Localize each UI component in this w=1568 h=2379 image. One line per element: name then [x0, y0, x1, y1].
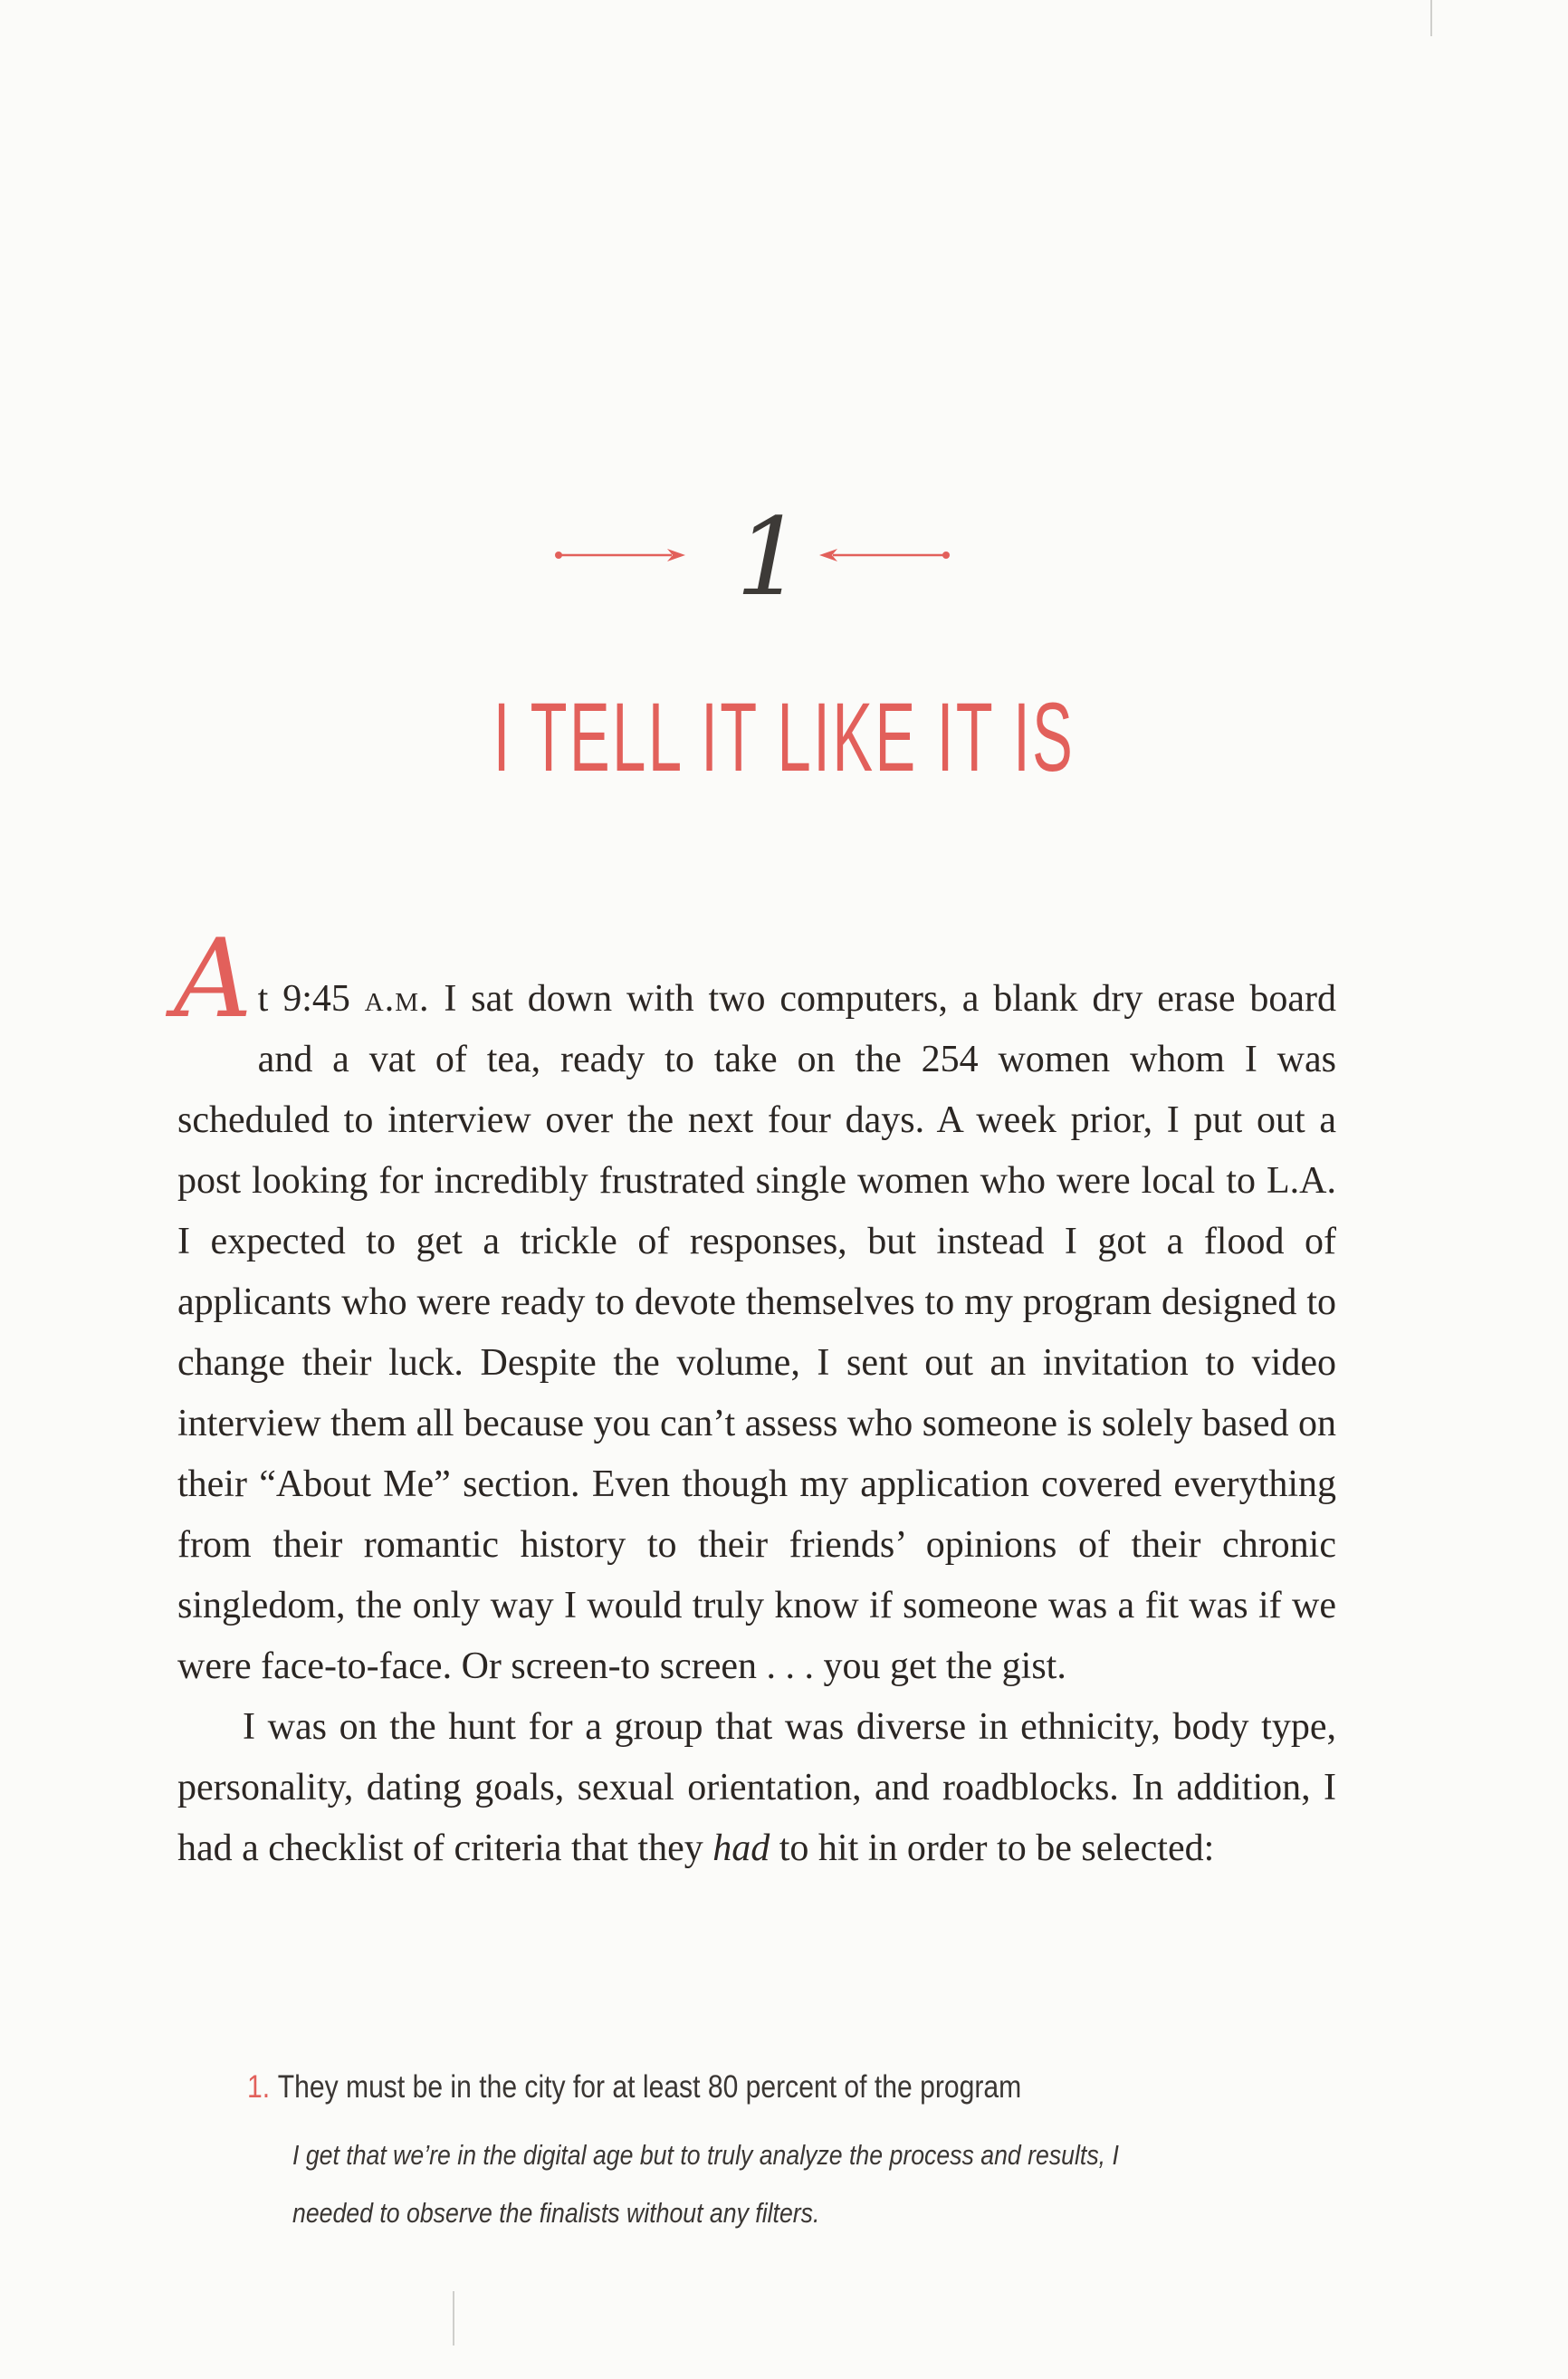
emphasis: had	[712, 1827, 770, 1869]
text-run: t 9:45	[257, 978, 365, 1020]
scan-artifact	[1430, 0, 1432, 36]
list-heading-text: They must be in the city for at least 80 percent of the program	[277, 2069, 1022, 2105]
text-run: to hit in order to be selected:	[770, 1827, 1215, 1869]
description-line: I get that we’re in the digital age but to truly analyze the process and results, I	[292, 2139, 1119, 2171]
chapter-number: 1	[735, 494, 804, 619]
text-run: I sat down with two computers, a blank dry erase board and a vat of tea, ready to take on the 254 women whom I was scheduled to interview over the next four days. A week prior, I put out a post looking for incredibly frustrated single women who were local to L.A. I expected to get a trickle of responses, but instead I got a flood of applicants who were ready to devote themselves to my program designed to change their luck. Despite the volume, I sent out an invitation to video interview them all because you can’t assess who someone is solely based on their “About Me” section. Even though my application covered everything from their romantic history to their friends’ opinions of their chronic singledom, the only way I would truly know if someone was a fit was if we were face-to-face. Or screen-to screen . . . you get the gist.	[177, 978, 1337, 1687]
drop-cap: A	[174, 916, 253, 1042]
paragraph	[177, 1697, 1336, 1879]
paragraph	[174, 916, 1337, 1697]
right-arrow-icon	[554, 546, 690, 564]
description-line: needed to observe the finalists without any filters.	[292, 2197, 820, 2229]
list-number: 1.	[247, 2069, 271, 2105]
list-item	[247, 2065, 1334, 2242]
time-suffix: a.m.	[364, 978, 430, 1020]
list-item-heading	[247, 2065, 1181, 2110]
chapter-ornament	[0, 494, 1568, 619]
body-text	[174, 916, 1337, 1879]
criteria-list	[247, 2065, 1334, 2242]
left-arrow-icon	[815, 546, 951, 564]
list-item-description	[292, 2126, 1180, 2242]
text-run: I was on the hunt for a group that was diverse in ethnicity, body type, personality, dating goals, sexual orientation, and roadblocks. In addition, I had a checklist of criteria that they	[177, 1706, 1336, 1869]
chapter-title: I TELL IT LIKE IT IS	[492, 682, 1076, 791]
scan-artifact	[453, 2291, 454, 2345]
